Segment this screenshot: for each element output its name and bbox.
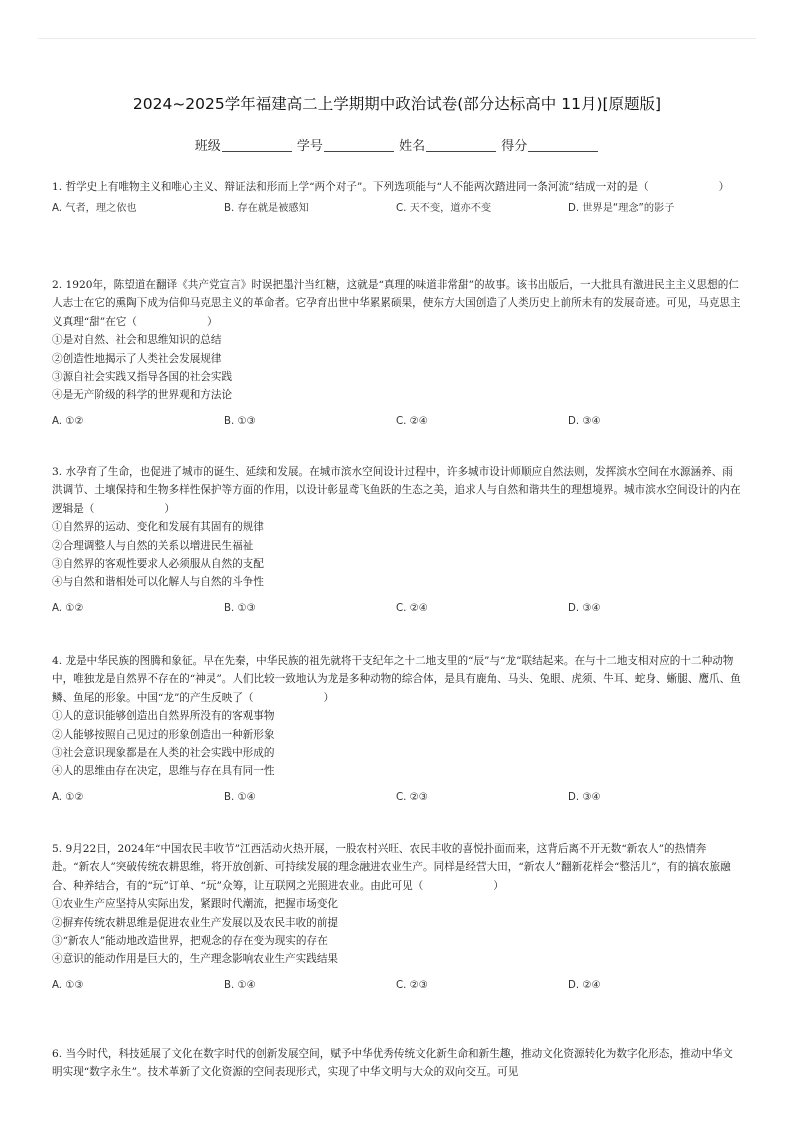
options-row — [52, 600, 742, 618]
question-2 — [52, 276, 742, 431]
name-label: 姓名 — [399, 139, 426, 154]
statement-4: ④是无产阶级的科学的世界观和方法论 — [52, 389, 233, 402]
score-blank[interactable] — [528, 139, 598, 152]
options-row — [52, 200, 742, 218]
option-c[interactable]: C. ②④ — [396, 415, 428, 427]
statement-3: ③“新农人”能动地改造世界，把观念的存在变为现实的存在 — [52, 935, 328, 948]
statement-2: ②合理调整人与自然的关系以增进民生福祉 — [52, 539, 254, 552]
option-c[interactable]: C. ②④ — [396, 602, 428, 614]
student-id-label: 学号 — [296, 139, 323, 154]
score-label: 得分 — [501, 139, 528, 154]
statement-1: ①农业生产应坚持从实际出发，紧跟时代潮流，把握市场变化 — [52, 898, 339, 911]
option-a[interactable]: A. ①③ — [52, 979, 84, 991]
statement-2: ②创造性地揭示了人类社会发展规律 — [52, 352, 222, 365]
statement-2: ②人能够按照自己见过的形象创造出一种新形象 — [52, 728, 275, 741]
question-stem: 1. 哲学史上有唯物主义和唯心主义、辩证法和形而上学“两个对子”。下列选项能与“人不能两次踏进同一条河流”结成一对的是（ ） — [52, 181, 730, 193]
option-d[interactable]: D. ③④ — [568, 602, 601, 614]
options-row — [52, 977, 742, 995]
statement-3: ③自然界的客观性要求人必须服从自然的支配 — [52, 558, 264, 571]
question-stem: 5. 9月22日，2024年“中国农民丰收节”江西活动火热开展，一股农村兴旺、农民丰收的喜悦扑面而来，这背后离不开无数“新农人”的热情奔赴。“新农人”突破传统农耕思维，将开放创新、可持续发展的理念融进农业生产。同样是经营大田，“新农人”翻新花样会“整活儿”，有的搞农旅融合、种养结合，有的“玩”订单、“玩”众筹，让互联网之光照进农业。由此可见（ ） — [52, 843, 731, 892]
class-blank[interactable] — [222, 139, 292, 152]
statement-1: ①人的意识能够创造出自然界所没有的客观事物 — [52, 710, 275, 723]
question-3 — [52, 463, 742, 618]
student-id-blank[interactable] — [324, 139, 394, 152]
statement-1: ①自然界的运动、变化和发展有其固有的规律 — [52, 521, 264, 534]
statement-1: ①是对自然、社会和思维知识的总结 — [52, 334, 222, 347]
options-row — [52, 789, 742, 807]
option-a[interactable]: A. ①② — [52, 791, 84, 803]
statement-2: ②摒弃传统农耕思维是促进农业生产发展以及农民丰收的前提 — [52, 916, 339, 929]
options-row — [52, 413, 742, 431]
question-stem: 6. 当今时代，科技延展了文化在数字时代的创新发展空间，赋予中华优秀传统文化新生命和新生趣，推动文化资源转化为数字化形态，推动中华文明实现“数字永生”。技术革新了文化资源的空间表现形式，实现了中华文明与大众的双向交互。可见 — [52, 1048, 733, 1079]
option-b[interactable]: B. ①④ — [224, 791, 256, 803]
header-divider — [38, 38, 756, 39]
question-stem: 3. 水孕育了生命，也促进了城市的诞生、延续和发展。在城市滨水空间设计过程中，许多城市设计师顺应自然法则，发挥滨水空间在水源涵养、雨洪调节、土壤保持和生物多样性保护等方面的作用，以设计彰显鸢飞鱼跃的生态之美，追求人与自然和谐共生的理想境界。城市滨水空间设计的内在逻辑是（ ） — [52, 466, 741, 515]
option-d[interactable]: D. ②④ — [568, 979, 601, 991]
question-stem: 2. 1920年，陈望道在翻译《共产党宣言》时误把墨汁当红糖，这就是“真理的味道非常甜”的故事。该书出版后，一大批具有激进民主主义思想的仁人志士在它的熏陶下成为信仰马克思主义的革命者。它孕育出世中华累累硕果，使东方大国创造了人类历史上前所未有的发展奇迹。可见，马克思主义真理“甜”在它（ ） — [52, 279, 741, 328]
option-c[interactable]: C. ②③ — [396, 791, 428, 803]
page-title: 2024~2025学年福建高二上学期期中政治试卷(部分达标高中 11月)[原题版] — [132, 95, 662, 113]
option-d[interactable]: D. 世界是“理念”的影子 — [568, 203, 675, 215]
question-4 — [52, 652, 742, 807]
option-b[interactable]: B. 存在就是被感知 — [224, 203, 309, 215]
option-b[interactable]: B. ①④ — [224, 979, 256, 991]
option-c[interactable]: C. 天不变，道亦不变 — [396, 203, 492, 215]
question-stem: 4. 龙是中华民族的图腾和象征。早在先秦，中华民族的祖先就将干支纪年之十二地支里的“辰”与“龙”联结起来。在与十二地支相对应的十二种动物中，唯独龙是自然界不存在的“神灵”。人们比较一致地认为龙是多种动物的综合体，是具有鹿角、马头、兔眼、虎须、牛耳、蛇身、蜥腿、鹰爪、鱼鳞、鱼尾的形象。中国“龙”的产生反映了（ ） — [52, 655, 741, 704]
option-a[interactable]: A. 气者，理之依也 — [52, 203, 137, 215]
option-d[interactable]: D. ③④ — [568, 415, 601, 427]
statement-3: ③源自社会实践又指导各国的社会实践 — [52, 371, 233, 384]
name-blank[interactable] — [426, 139, 496, 152]
statement-4: ④意识的能动作用是巨大的，生产理念影响农业生产实践结果 — [52, 953, 339, 966]
option-d[interactable]: D. ③④ — [568, 791, 601, 803]
option-a[interactable]: A. ①② — [52, 415, 84, 427]
option-c[interactable]: C. ②③ — [396, 979, 428, 991]
statement-3: ③社会意识现象都是在人类的社会实践中形成的 — [52, 747, 275, 760]
class-label: 班级 — [194, 139, 221, 154]
question-6 — [52, 1045, 742, 1082]
question-1 — [52, 178, 742, 219]
option-b[interactable]: B. ①③ — [224, 415, 256, 427]
option-a[interactable]: A. ①② — [52, 602, 84, 614]
student-info-line — [0, 135, 794, 154]
statement-4: ④人的思维由存在决定，思维与存在具有同一性 — [52, 765, 275, 778]
question-5 — [52, 840, 742, 995]
option-b[interactable]: B. ①③ — [224, 602, 256, 614]
statement-4: ④与自然和谐相处可以化解人与自然的斗争性 — [52, 576, 264, 589]
